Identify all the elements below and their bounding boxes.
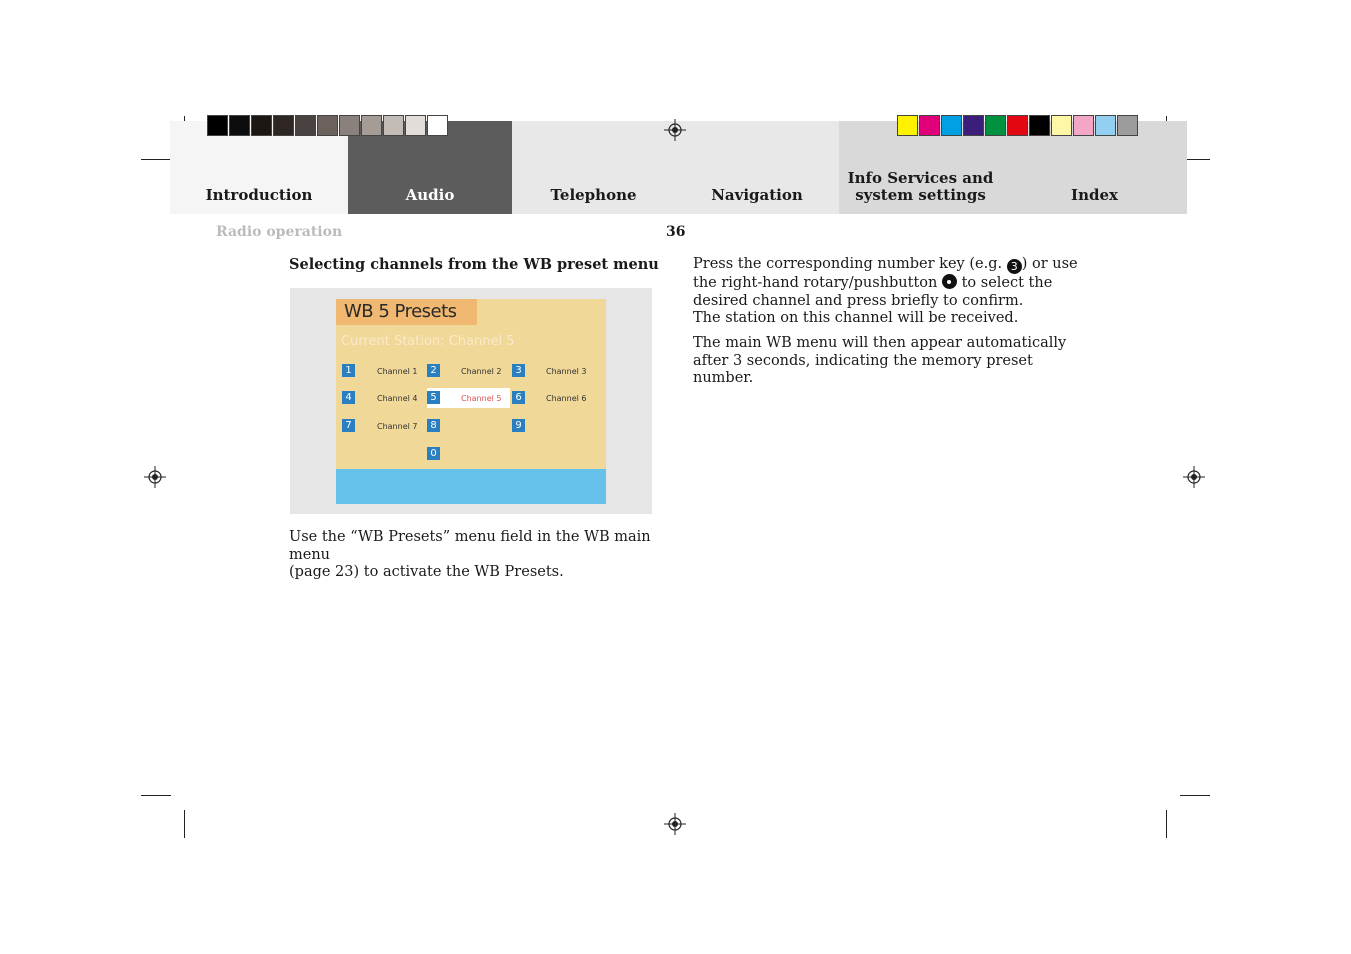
- color-swatch: [383, 115, 404, 136]
- tab-info-services[interactable]: Info Services and system settings: [839, 121, 1002, 214]
- color-swatch: [941, 115, 962, 136]
- registration-mark-icon: [664, 119, 686, 141]
- registration-mark-icon: [664, 813, 686, 835]
- preset-key-3: 3: [512, 364, 525, 377]
- color-swatch: [1051, 115, 1072, 136]
- channel-label: Channel 3: [546, 367, 587, 376]
- grayscale-color-bar: [207, 115, 449, 136]
- preset-key-6: 6: [512, 391, 525, 404]
- channel-label: Channel 2: [461, 367, 502, 376]
- color-swatch: [229, 115, 250, 136]
- number-key-icon: 3: [1007, 259, 1022, 274]
- crop-mark: [141, 159, 171, 160]
- tab-navigation[interactable]: Navigation: [675, 121, 839, 214]
- color-swatch: [1073, 115, 1094, 136]
- color-swatch: [273, 115, 294, 136]
- current-station: Current Station: Channel 5: [341, 334, 515, 349]
- preset-key-1: 1: [342, 364, 355, 377]
- crop-mark: [1166, 810, 1167, 838]
- color-swatch: [985, 115, 1006, 136]
- color-swatch: [361, 115, 382, 136]
- color-swatch: [963, 115, 984, 136]
- tab-index[interactable]: Index: [1002, 121, 1187, 214]
- screenshot-figure: [290, 288, 652, 514]
- rotary-pushbutton-icon: [942, 274, 957, 289]
- channel-label: Channel 1: [377, 367, 418, 376]
- color-swatch: [919, 115, 940, 136]
- color-swatch: [339, 115, 360, 136]
- preset-key-4: 4: [342, 391, 355, 404]
- color-swatch: [1029, 115, 1050, 136]
- color-swatch: [251, 115, 272, 136]
- process-color-bar: [897, 115, 1139, 136]
- preset-key-2: 2: [427, 364, 440, 377]
- registration-mark-icon: [144, 466, 166, 488]
- tab-telephone[interactable]: Telephone: [512, 121, 675, 214]
- result-paragraph: The main WB menu will then appear automatically after 3 seconds, indicating the memory preset number.: [693, 335, 1067, 386]
- caption: Use the “WB Presets” menu field in the WB main menu (page 23) to activate the WB Presets.: [289, 529, 651, 580]
- channel-label: Channel 6: [546, 394, 587, 403]
- instruction-paragraph: Press the corresponding number key (e.g. 3 ) or use the right-hand rotary/pushbutton to select the desired channel and press briefly to confirm. The station on this channel will be received.: [693, 256, 1078, 326]
- screen-title: WB 5 Presets: [336, 299, 477, 325]
- selected-channel-label: Channel 5: [461, 394, 502, 403]
- channel-label: Channel 7: [377, 422, 418, 431]
- preset-key-7: 7: [342, 419, 355, 432]
- crop-mark: [1180, 795, 1210, 796]
- preset-key-9: 9: [512, 419, 525, 432]
- tab-audio[interactable]: Audio: [348, 121, 512, 214]
- color-swatch: [1117, 115, 1138, 136]
- color-swatch: [1095, 115, 1116, 136]
- preset-key-0: 0: [427, 447, 440, 460]
- preset-key-8: 8: [427, 419, 440, 432]
- crop-mark: [141, 795, 171, 796]
- screen-status-bar: [336, 469, 606, 504]
- crop-mark: [184, 810, 185, 838]
- color-swatch: [207, 115, 228, 136]
- color-swatch: [317, 115, 338, 136]
- registration-mark-icon: [1183, 466, 1205, 488]
- color-swatch: [1007, 115, 1028, 136]
- color-swatch: [897, 115, 918, 136]
- section-title: Radio operation: [216, 224, 343, 240]
- preset-key-5: 5: [427, 391, 440, 404]
- color-swatch: [405, 115, 426, 136]
- color-swatch: [427, 115, 448, 136]
- section-heading: Selecting channels from the WB preset menu: [289, 256, 659, 273]
- channel-label: Channel 4: [377, 394, 418, 403]
- tab-introduction[interactable]: Introduction: [170, 121, 348, 214]
- page-number: 36: [666, 224, 686, 240]
- wb-presets-screen: [336, 299, 606, 504]
- color-swatch: [295, 115, 316, 136]
